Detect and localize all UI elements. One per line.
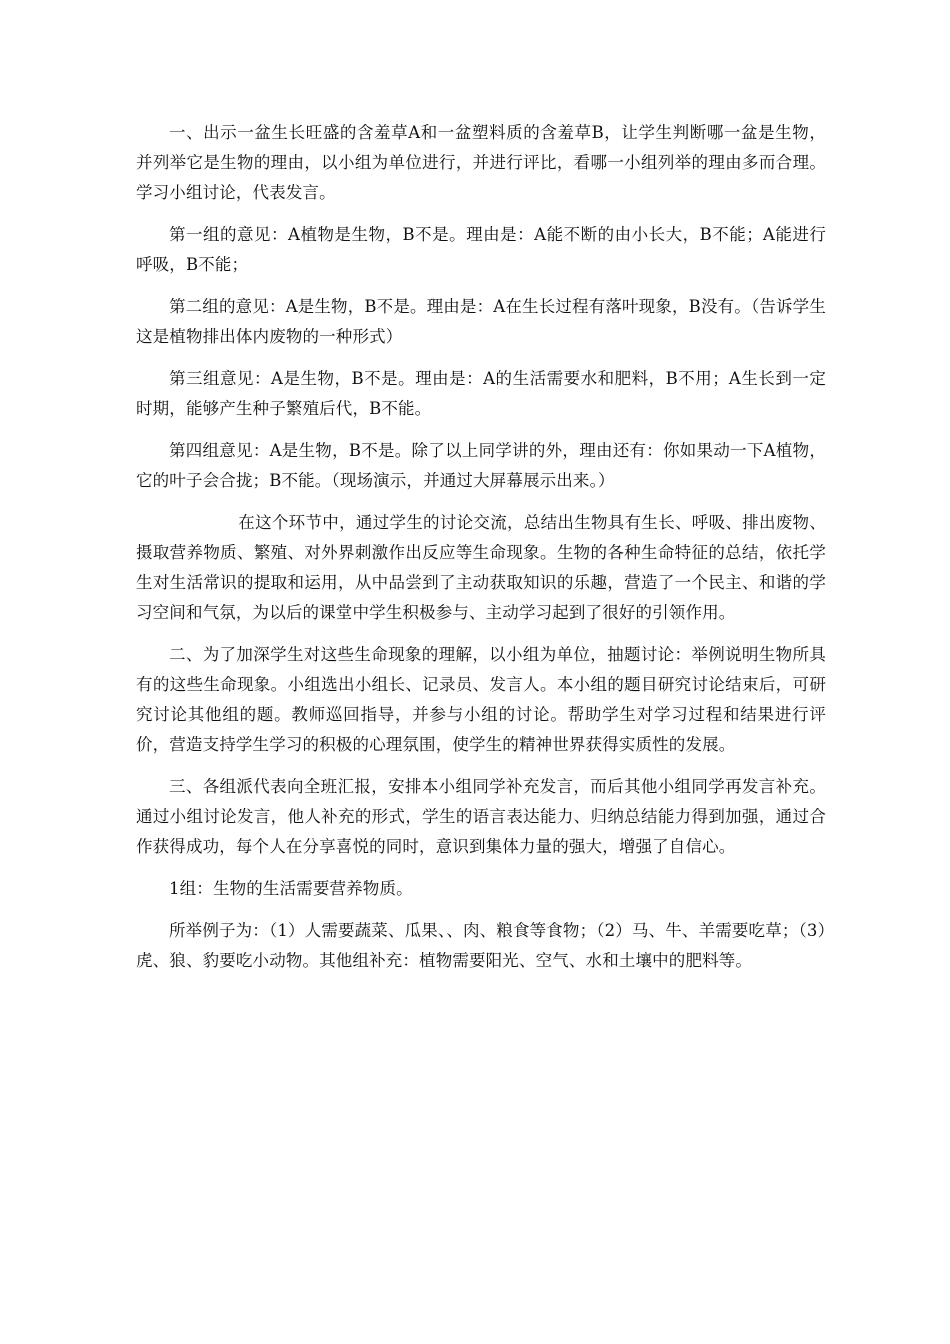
paragraph-summary: 在这个环节中，通过学生的讨论交流，总结出生物具有生长、呼吸、排出废物、摄取营养物质、繁殖、对外界刺激作出反应等生命现象。生物的各种生命特征的总结，依托学生对生活常识的提取和运用，从中品尝到了主动获取知识的乐趣，营造了一个民主、和谐的学习空间和气氛，为以后的课堂中学生积极参与、主动学习起到了很好的引领作用。 (136, 513, 826, 622)
paragraph-examples: 所举例子为：（1）人需要蔬菜、瓜果、、肉、粮食等食物；（2）马、牛、羊需要吃草；（3）虎、狼、豹要吃小动物。其他组补充：植物需要阳光、空气、水和土壤中的肥料等。 (136, 921, 826, 970)
paragraph-group-4: 第四组意见：A是生物，B不是。除了以上同学讲的外，理由还有：你如果动一下A植物，它的叶子会合拢；B不能。（现场演示，并通过大屏幕展示出来。） (136, 441, 826, 490)
paragraph-step-3: 三、各组派代表向全班汇报，安排本小组同学补充发言，而后其他小组同学再发言补充。通过小组讨论发言，他人补充的形式，学生的语言表达能力、归纳总结能力得到加强，通过合作获得成功，每个人在分享喜悦的同时，意识到集体力量的强大，增强了自信心。 (136, 777, 826, 856)
paragraph-intro: 一、出示一盆生长旺盛的含羞草A和一盆塑料质的含羞草B，让学生判断哪一盆是生物，并列举它是生物的理由，以小组为单位进行，并进行评比，看哪一小组列举的理由多而合理。学习小组讨论，代表发言。 (136, 123, 826, 202)
paragraph-group-report-1: 1组：生物的生活需要营养物质。 (169, 879, 413, 898)
paragraph-group-2: 第二组的意见：A是生物，B不是。理由是：A在生长过程有落叶现象，B没有。（告诉学生这是植物排出体内废物的一种形式） (136, 297, 826, 346)
paragraph-group-1: 第一组的意见：A植物是生物，B不是。理由是：A能不断的由小长大，B不能；A能进行呼吸，B不能； (136, 225, 826, 274)
document-body (136, 118, 826, 988)
paragraph-step-2: 二、为了加深学生对这些生命现象的理解，以小组为单位，抽题讨论：举例说明生物所具有的这些生命现象。小组选出小组长、记录员、发言人。本小组的题目研究讨论结束后，可研究讨论其他组的题。教师巡回指导，并参与小组的讨论。帮助学生对学习过程和结果进行评价，营造支持学生学习的积极的心理氛围，使学生的精神世界获得实质性的发展。 (136, 645, 826, 754)
paragraph-group-3: 第三组意见：A是生物，B不是。理由是：A的生活需要水和肥料，B不用；A生长到一定时期，能够产生种子繁殖后代，B不能。 (136, 369, 826, 418)
